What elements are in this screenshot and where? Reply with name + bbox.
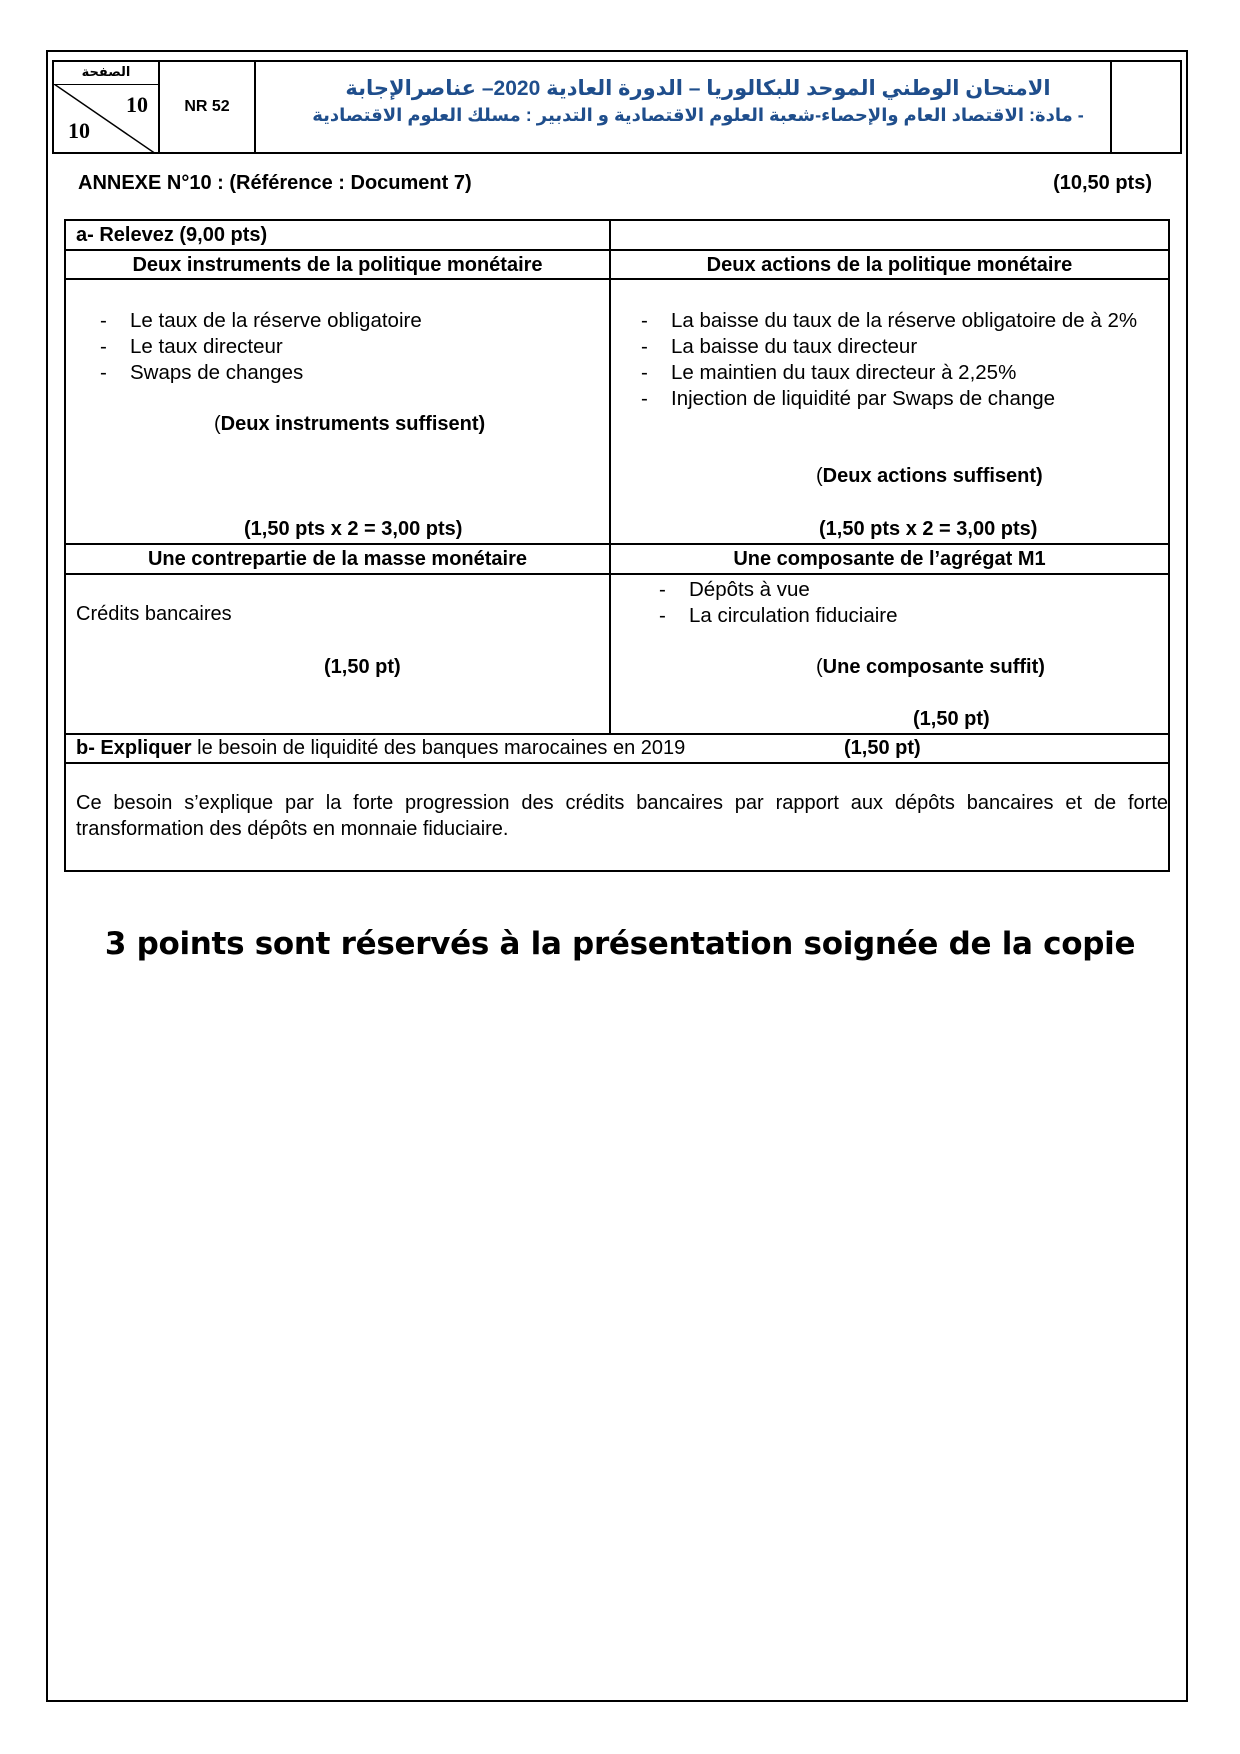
table-row (66, 251, 1168, 280)
instruments-cell (66, 280, 611, 543)
list-item: - Le taux de la réserve obligatoire (100, 308, 422, 334)
page-current: 10 (126, 92, 148, 117)
instruments-points: (1,50 pts x 2 = 3,00 pts) (244, 518, 463, 540)
table-row (66, 735, 1168, 764)
list-item: - Dépôts à vue (659, 577, 898, 603)
list-item: - La baisse du taux de la réserve obligatoire de à 2% (641, 308, 1161, 334)
exam-code: NR 52 (160, 62, 256, 152)
contrepartie-header: Une contrepartie de la masse monétaire (66, 545, 611, 573)
table-row (66, 575, 1168, 735)
list-item: - La baisse du taux directeur (641, 334, 1161, 360)
page-header (52, 60, 1182, 154)
table-row (66, 221, 1168, 251)
list-item: - Swaps de changes (100, 360, 422, 386)
actions-points: (1,50 pts x 2 = 3,00 pts) (819, 518, 1038, 540)
presentation-note: 3 points sont réservés à la présentation soignée de la copie (104, 926, 1136, 962)
contrepartie-cell (66, 575, 611, 733)
part-b-points: (1,50 pt) (844, 737, 921, 759)
part-b-answer: Ce besoin s’explique par la forte progression des crédits bancaires par rapport aux dépôts bancaires et de forte transformation des dépôts en monnaie fiduciaire. (76, 792, 1168, 840)
annexe-points: (10,50 pts) (1053, 172, 1152, 194)
composante-cell (611, 575, 1168, 733)
actions-note: (Deux actions suffisent) (816, 465, 1043, 487)
list-item: - Le taux directeur (100, 334, 422, 360)
annexe-title: ANNEXE N°10 : (Référence : Document 7) (78, 172, 472, 194)
list-item: - La circulation fiduciaire (659, 603, 898, 629)
actions-cell (611, 280, 1168, 543)
instruments-note: (Deux instruments suffisent) (214, 413, 486, 435)
page-number-box (54, 62, 160, 152)
table-row (66, 764, 1168, 870)
page-total: 10 (68, 118, 90, 143)
composantes-list (659, 577, 898, 629)
exam-title-line1: الامتحان الوطني الموحد للبكالوريا – الدورة العادية 2020– عناصرالإجابة (345, 77, 1051, 100)
exam-title-line2: - مادة: الاقتصاد العام والإحصاء-شعبة العلوم الاقتصادية و التدبير : مسلك العلوم الاقتصادية (312, 105, 1084, 125)
actions-list (641, 308, 1161, 412)
actions-header: Deux actions de la politique monétaire (706, 254, 1073, 276)
instruments-list (100, 308, 422, 386)
part-a-label: a- Relevez (9,00 pts) (66, 221, 611, 249)
table-row (66, 280, 1168, 545)
composante-note: (Une composante suffit) (816, 656, 1045, 678)
part-b-label: b- Expliquer le besoin de liquidité des banques marocaines en 2019 (1,50 pt) (76, 737, 921, 759)
answer-table (64, 219, 1170, 872)
annexe-heading (78, 172, 1162, 195)
empty-cell (611, 221, 1168, 249)
composante-header: Une composante de l’agrégat M1 (733, 548, 1046, 570)
header-blank-cell (1112, 62, 1180, 152)
list-item: - Le maintien du taux directeur à 2,25% (641, 360, 1161, 386)
instruments-header: Deux instruments de la politique monétaire (66, 251, 611, 278)
composante-points: (1,50 pt) (913, 708, 990, 730)
exam-title (256, 62, 1112, 152)
list-item: - Injection de liquidité par Swaps de change (641, 386, 1161, 412)
page-label: الصفحة (54, 64, 158, 85)
table-row (66, 545, 1168, 575)
contrepartie-points: (1,50 pt) (324, 656, 401, 678)
contrepartie-value: Crédits bancaires (76, 603, 232, 625)
